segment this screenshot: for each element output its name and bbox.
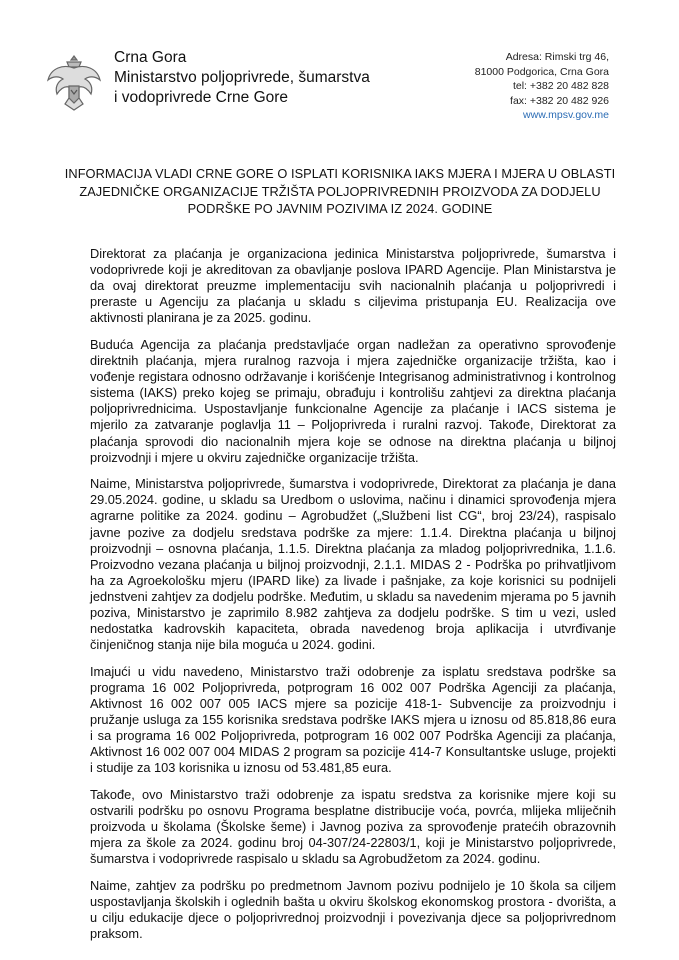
- country-name: Crna Gora: [114, 49, 187, 66]
- contact-block: [475, 50, 609, 123]
- fax: fax: +382 20 482 926: [510, 94, 609, 107]
- ministry-name-cont: i vodoprivrede Crne Gore: [114, 89, 289, 106]
- coat-of-arms-icon: [45, 52, 103, 114]
- ministry-name: Ministarstvo poljoprivrede, šumarstva: [114, 69, 370, 86]
- paragraph: Naime, Ministarstva poljoprivrede, šumarstva i vodoprivrede, Direktorat za plaćanja je dana 29.05.2024. godine, u skladu sa Uredbom o uslovima, načinu i dinamici sprovođenja mjera agrarne politike za 2024. godinu – Agrobudžet („Službeni list CG“, broj 23/24), raspisalo javne pozive za dodjelu sredstava podrške za mjere: 1.1.4. Direktna plaćanja u biljnoj proizvodnji – osnovna plaćanja, 1.1.5. Direktna plaćanja za mladog poljoprivrednika, 1.1.6. Proizvodno vezana plaćanja u biljnoj proizvodnji, 2.1.1. MIDAS 2 - Podrška po prihvatljivom ha za Agroekološku mjeru (IPARD like) za livade i pašnjake, za koje korisnici su podnijeli jednstveni zahtjev za dodjelu podrške. Međutim, u skladu sa navedenim mjerama po 5 javnih poziva, Ministarstvo je zaprimilo 8.982 zahtjeva za dodjelu podrške. S tim u vezi, usled nedostatka kadrovskih kapaciteta, obrada navedenog broja aplikacija i utvrđivanje činjeničnog stanja nije bila moguća u 2024. godini.: [90, 476, 616, 653]
- paragraph: Buduća Agencija za plaćanja predstavljaće organ nadležan za operativno sprovođenje direktnih plaćanja, mjera ruralnog razvoja i mjera zajedničke organizacije tržišta, kao i vođenje registara odnosno održavanje i korišćenje Integrisanog administrativnog i kontrolnog sistema (IAKS) preko kojeg se primaju, obrađuju i kontrolišu zahtjevi za direktna plaćanja poljoprivrednicima. Uspostavljanje funkcionalne Agencije za plaćanje i IACS sistema je mjerilo za zatvaranje poglavlja 11 – Poljoprivreda i ruralni razvoj. Takođe, Direktorat za plaćanja sprovodi dio nacionalnih mjera koje se odnose na direktna plaćanja u biljnoj proizvodnji i mjere u okviru zajedničke organizacije tržišta.: [90, 336, 616, 465]
- city: 81000 Podgorica, Crna Gora: [474, 65, 609, 78]
- paragraph: Naime, zahtjev za podršku po predmetnom Javnom pozivu podnijelo je 10 škola sa ciljem uspostavljanja školskih i oglednih bašta u okviru školskog ekonomskog prostora - dvorišta, a u cilju edukacije djece o poljoprivrednoj proizvodnji i povezivanja djece sa poljoprivrednom praksom.: [90, 877, 616, 942]
- phone: tel: +382 20 482 828: [512, 80, 609, 92]
- organization-block: [114, 48, 370, 108]
- paragraph: Direktorat za plaćanja je organizaciona jedinica Ministarstva poljoprivrede, šumarstva i vodoprivrede koji je akreditovan za obavljanje poslova IPARD Agencije. Plan Ministarstva je da ovaj direktorat preuzme implementaciju svih nacionalnih plaćanja u poljoprivredi i preraste u Agenciju za plaćanja u skladu s ciljevima pristupanja EU. Realizacija ove aktivnosti planirana je za 2025. godinu.: [90, 246, 616, 326]
- document-title: INFORMACIJA VLADI CRNE GORE O ISPLATI KORISNIKA IAKS MJERA I MJERA U OBLASTI ZAJEDNIČKE ORGANIZACIJE TRŽIŠTA POLJOPRIVREDNIH PROIZVODA ZA DODJELU PODRŠKE PO JAVNIM POZIVIMA IZ 2024. GODINE: [64, 166, 616, 216]
- website-link[interactable]: www.mpsv.gov.me: [523, 109, 609, 121]
- document-body: [90, 246, 616, 953]
- address: Adresa: Rimski trg 46,: [505, 51, 609, 63]
- paragraph: Imajući u vidu navedeno, Ministarstvo traži odobrenje za isplatu sredstava podrške sa programa 16 002 Poljoprivreda, potprogram 16 002 007 Podrška Agenciji za plaćanja, Aktivnost 16 002 007 005 IACS mjere sa pozicije 418-1- Subvencije za proizvodnju i pružanje usluga za 155 korisnika sredstava podrške IAKS mjera u iznosu od 85.818,86 eura i sa programa 16 002 Poljoprivreda, potprogram 16 002 007 Podrška Agenciji za plaćanja, Aktivnost 16 002 007 004 MIDAS 2 program sa pozicije 414-7 Konsultantske usluge, projekti i studije za 103 korisnika u iznosu od 53.481,85 eura.: [90, 663, 616, 776]
- paragraph: Takođe, ovo Ministarstvo traži odobrenje za ispatu sredstva za korisnike mjere koji su ostvarili podršku po osnovu Programa besplatne distribucije voća, povrća, mlijeka mliječnih proizvoda u školama (Školske šeme) i Javnog poziva za sprovođenje pratećih obrazovnih mjera za škole za 2024. godinu broj 04-307/24-22803/1, koji je Ministarstvo poljoprivrede, šumarstva i vodoprivrede raspisalo u skladu sa Agrobudžetom za 2024. godinu.: [90, 786, 616, 867]
